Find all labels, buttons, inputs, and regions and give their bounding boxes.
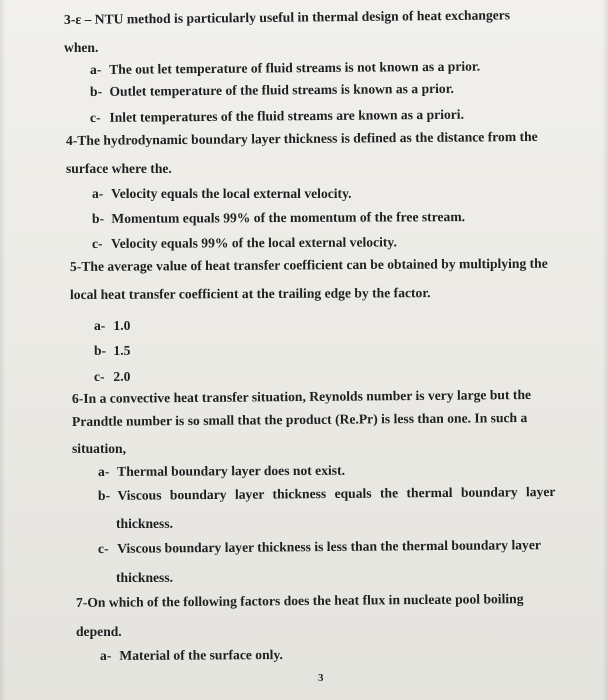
q6-stem-line3: situation, <box>72 441 127 456</box>
q6-stem-line2: Prandtle number is so small that the product (Re.Pr) is less than one. In such a <box>71 410 528 429</box>
option-text: Viscous boundary layer thickness equals the thermal boundary layer <box>117 484 556 503</box>
option-letter: b- <box>94 343 107 358</box>
q4-option-a <box>92 186 352 202</box>
q4-option-c <box>92 234 397 252</box>
option-letter: a- <box>99 647 112 663</box>
option-letter: c- <box>94 369 105 384</box>
option-text: Velocity equals the local external velocity. <box>111 186 352 201</box>
q6-option-c-continuation: thickness. <box>116 570 174 585</box>
option-letter: a- <box>89 61 102 77</box>
option-letter: b- <box>91 210 105 226</box>
option-letter: b- <box>89 83 103 99</box>
page-shadow-right <box>602 0 608 700</box>
q3-stem-line2: when. <box>64 40 99 55</box>
page-number: 3 <box>318 672 324 684</box>
option-text: Velocity equals 99% of the local external velocity. <box>111 234 397 251</box>
q5-option-b <box>94 343 130 359</box>
q5-stem-line2: local heat transfer coefficient at the trailing edge by the factor. <box>69 285 431 302</box>
q5-option-a <box>94 318 130 334</box>
q7-stem-line2: depend. <box>76 624 122 639</box>
page-shadow-left <box>0 0 6 700</box>
q7-option-a <box>100 647 283 664</box>
q6-option-b <box>98 484 556 504</box>
option-letter: c- <box>97 540 109 556</box>
q7-stem-line1: 7-On which of the following factors does the heat flux in nucleate pool boiling <box>75 591 524 610</box>
option-text: 2.0 <box>113 369 131 384</box>
option-text: Outlet temperature of the fluid streams is known as a prior. <box>109 80 454 99</box>
q4-stem-line1: 4-The hydrodynamic boundary layer thickness is defined as the distance from the <box>65 128 538 148</box>
q5-option-c <box>94 369 130 385</box>
q4-stem-line2: surface where the. <box>66 161 172 176</box>
option-text: Viscous boundary layer thickness is less than the thermal boundary layer <box>117 537 541 556</box>
option-text: The out let temperature of fluid streams is not known as a prior. <box>109 58 481 77</box>
option-text: Inlet temperatures of the fluid streams are known as a priori. <box>109 106 464 125</box>
q3-option-a <box>90 59 480 78</box>
q3-option-b <box>90 81 454 100</box>
option-letter: c- <box>91 235 103 251</box>
option-text: 1.5 <box>113 343 131 358</box>
q6-option-a <box>98 463 345 480</box>
q3-stem-line1: 3-ε – NTU method is particularly useful in thermal design of heat exchangers <box>63 7 511 27</box>
option-letter: c- <box>89 109 101 125</box>
option-text: Momentum equals 99% of the momentum of the free stream. <box>111 209 466 226</box>
option-letter: b- <box>97 487 111 503</box>
option-text: Thermal boundary layer does not exist. <box>117 462 346 479</box>
option-letter: a- <box>94 318 106 333</box>
option-letter: a- <box>97 463 110 479</box>
q6-option-c <box>98 537 541 557</box>
option-text: Material of the surface only. <box>119 647 283 663</box>
option-letter: a- <box>92 186 104 201</box>
q3-option-c <box>90 107 464 126</box>
q4-option-b <box>92 209 465 227</box>
q6-option-b-continuation: thickness. <box>116 516 174 531</box>
q6-stem-line1: 6-In a convective heat transfer situation, Reynolds number is very large but the <box>71 386 532 406</box>
q5-stem-line1: 5-The average value of heat transfer coefficient can be obtained by multiplying the <box>69 255 548 274</box>
option-text: 1.0 <box>113 318 131 333</box>
